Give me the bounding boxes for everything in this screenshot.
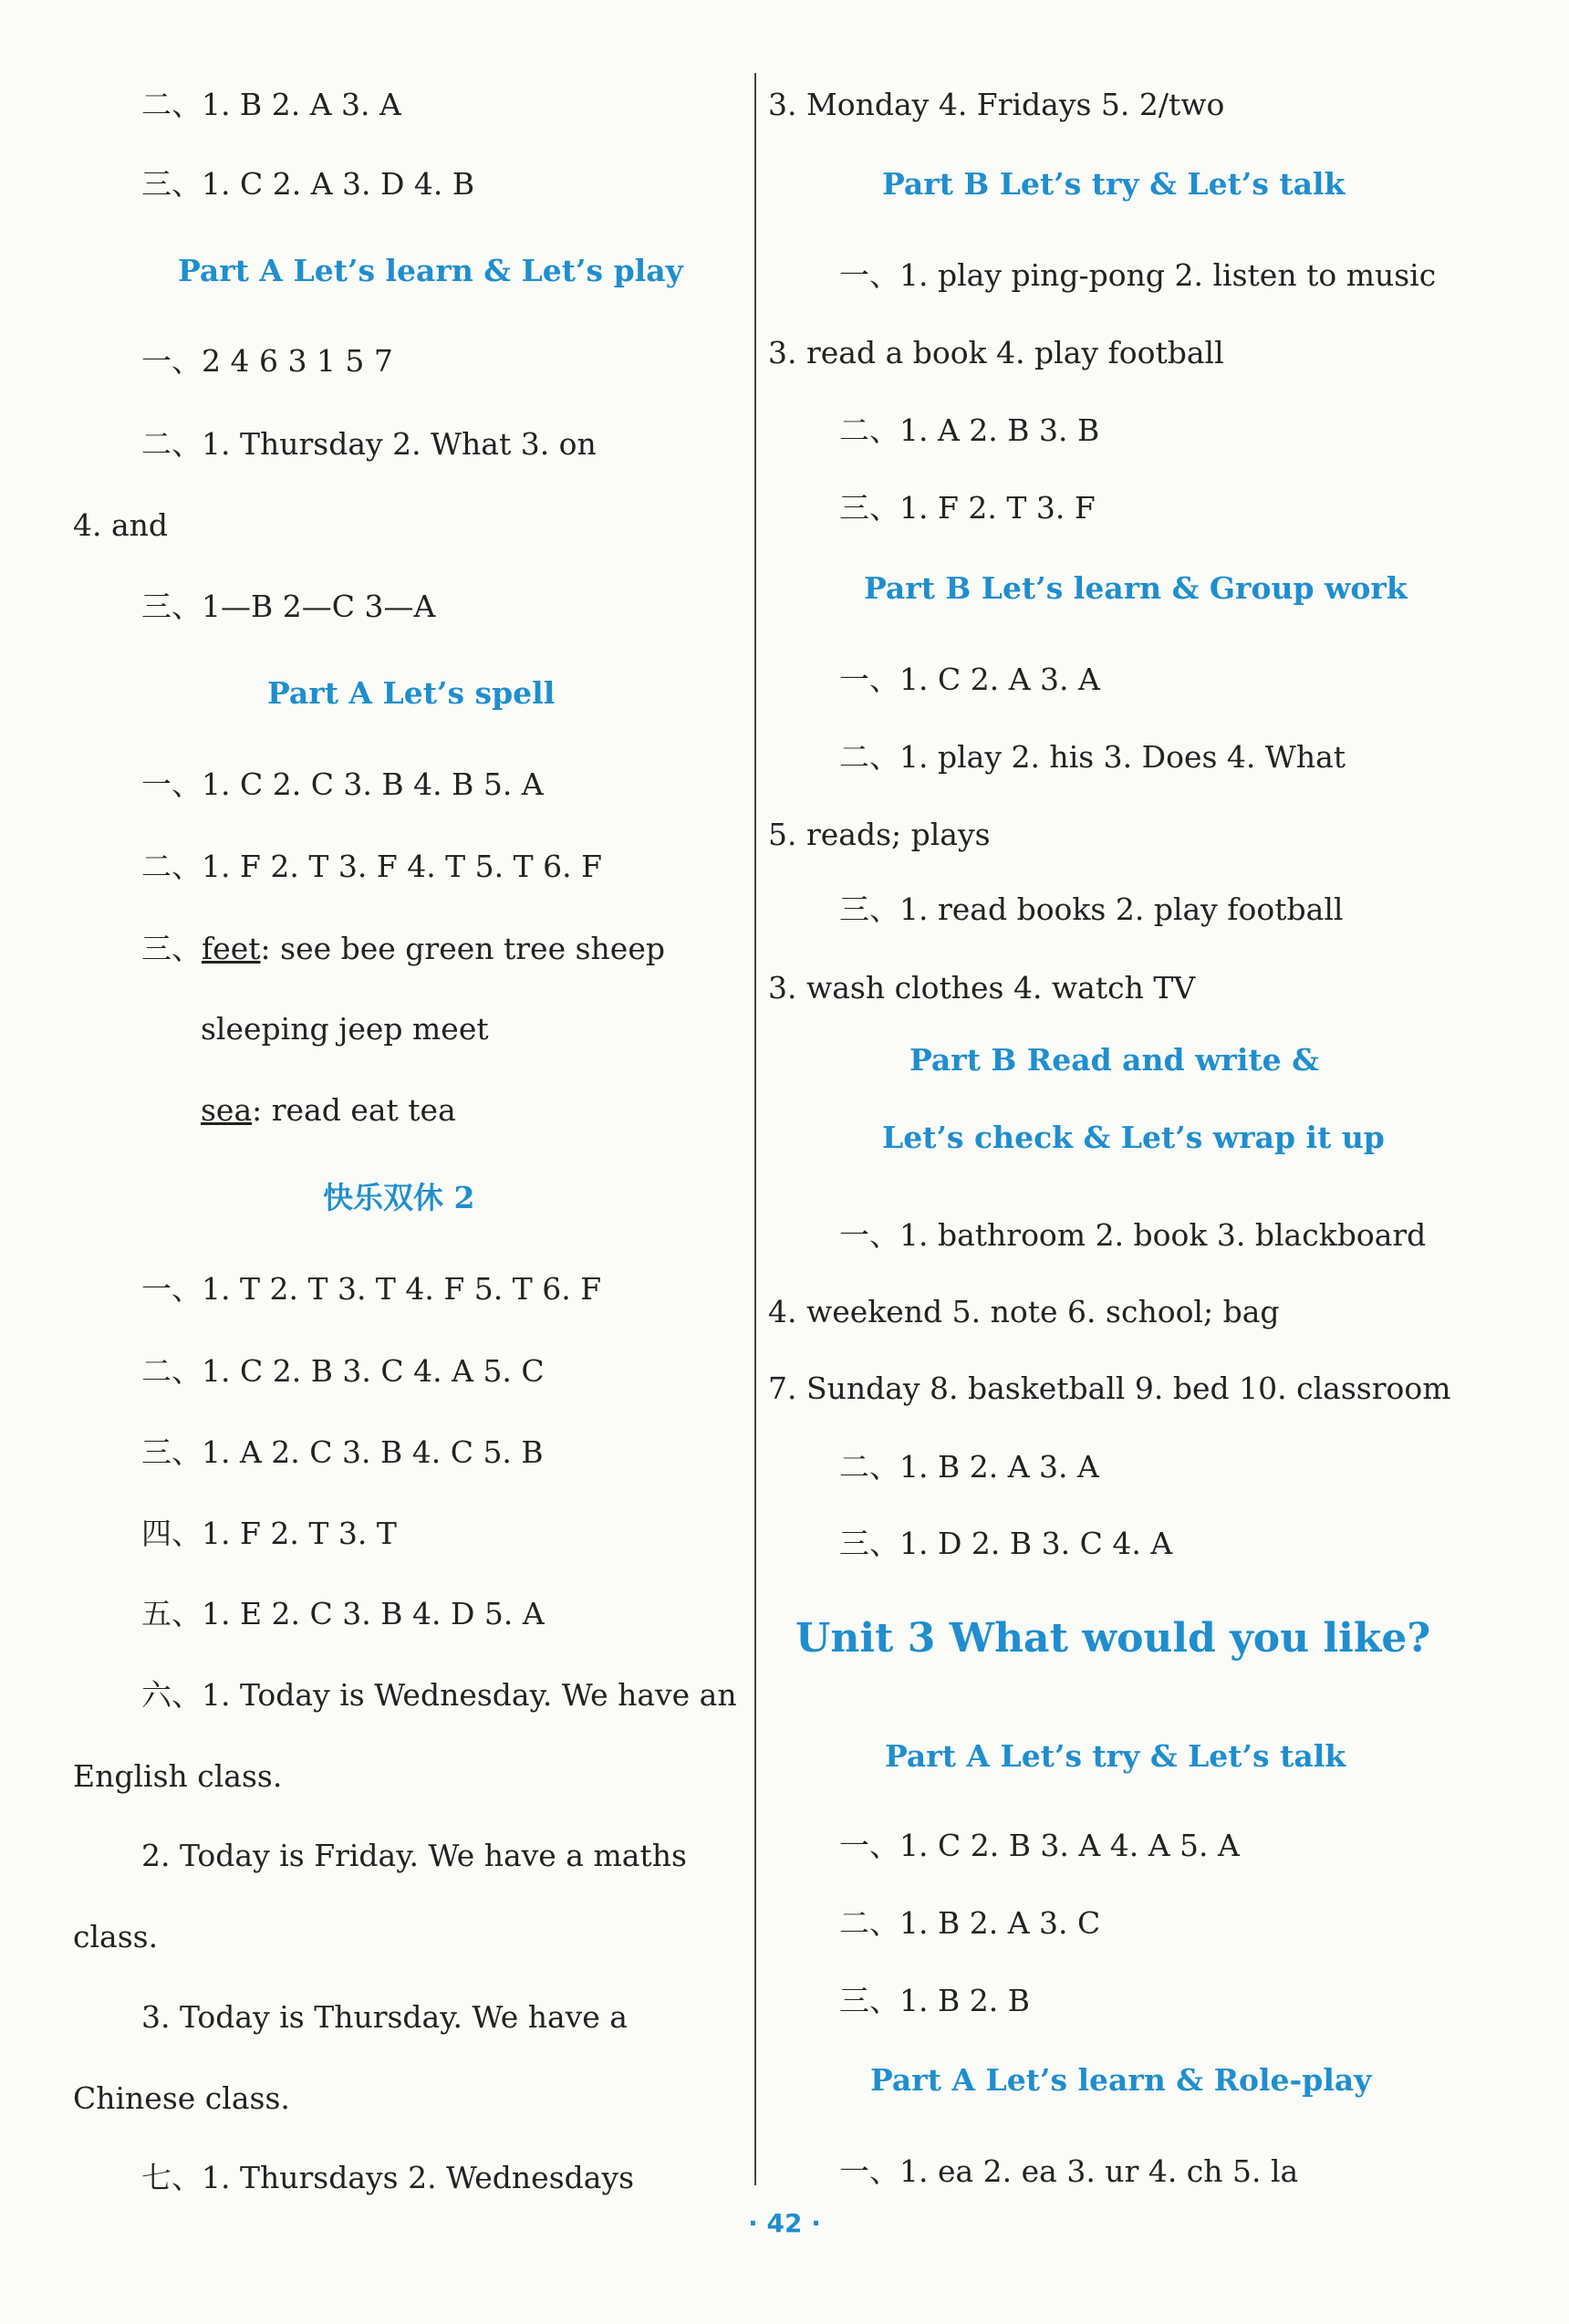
answer-line: English class. bbox=[73, 1758, 283, 1794]
section-heading: Let’s check & Let’s wrap it up bbox=[882, 1120, 1385, 1155]
answer-line: 二、1. B 2. A 3. A bbox=[141, 87, 401, 122]
answer-line: 一、1. play ping-pong 2. listen to music bbox=[839, 257, 1437, 293]
section-heading: 快乐双休 2 bbox=[323, 1180, 475, 1215]
section-heading: Part A Let’s learn & Let’s play bbox=[178, 253, 683, 288]
answer-line: class. bbox=[73, 1919, 159, 1954]
answer-line: 2. Today is Friday. We have a maths bbox=[141, 1838, 687, 1873]
answer-line: 三、1—B 2—C 3—A bbox=[141, 589, 436, 624]
answer-line: 一、1. bathroom 2. book 3. blackboard bbox=[839, 1217, 1427, 1253]
answer-line: 一、1. C 2. B 3. A 4. A 5. A bbox=[839, 1828, 1240, 1863]
answer-line: 4. and bbox=[73, 507, 169, 543]
answer-line bbox=[201, 1092, 456, 1129]
section-heading: Part A Let’s try & Let’s talk bbox=[885, 1738, 1346, 1774]
answer-line: 5. reads; plays bbox=[768, 817, 991, 852]
answer-line: 一、1. T 2. T 3. T 4. F 5. T 6. F bbox=[141, 1271, 602, 1307]
column-divider bbox=[754, 73, 756, 2185]
section-heading: Part B Read and write & bbox=[909, 1042, 1319, 1078]
answer-line: 二、1. A 2. B 3. B bbox=[839, 412, 1100, 448]
answer-line: 三、1. A 2. C 3. B 4. C 5. B bbox=[141, 1434, 544, 1470]
answer-line: 3. wash clothes 4. watch TV bbox=[768, 970, 1196, 1006]
answer-line: 一、1. C 2. A 3. A bbox=[839, 662, 1100, 697]
answer-line: 一、2 4 6 3 1 5 7 bbox=[141, 343, 393, 379]
answer-line: 五、1. E 2. C 3. B 4. D 5. A bbox=[141, 1596, 545, 1631]
answer-line: 四、1. F 2. T 3. T bbox=[141, 1516, 397, 1551]
answer-line: 3. Today is Thursday. We have a bbox=[141, 1999, 628, 2035]
answer-line: 3. read a book 4. play football bbox=[768, 335, 1224, 370]
answer-text: : see bee green tree sheep bbox=[260, 931, 665, 966]
answer-line: 三、1. read books 2. play football bbox=[839, 891, 1344, 927]
answer-line: 六、1. Today is Wednesday. We have an bbox=[141, 1677, 737, 1713]
answer-prefix: 三、 bbox=[141, 931, 202, 966]
answer-line: 二、1. B 2. A 3. C bbox=[839, 1905, 1101, 1941]
answer-line: 二、1. B 2. A 3. A bbox=[839, 1449, 1099, 1485]
answer-line: 二、1. play 2. his 3. Does 4. What bbox=[839, 739, 1346, 775]
answer-line: 一、1. ea 2. ea 3. ur 4. ch 5. la bbox=[839, 2153, 1299, 2189]
page-number: · 42 · bbox=[748, 2208, 821, 2238]
underlined-word: sea bbox=[201, 1092, 253, 1128]
answer-line: 二、1. Thursday 2. What 3. on bbox=[141, 426, 597, 462]
section-heading: Part B Let’s try & Let’s talk bbox=[882, 166, 1346, 202]
answer-line: 3. Monday 4. Fridays 5. 2/two bbox=[768, 87, 1225, 122]
answer-text: : read eat tea bbox=[252, 1092, 456, 1128]
answer-line: 三、1. B 2. B bbox=[839, 1983, 1030, 2018]
answer-line: 二、1. F 2. T 3. F 4. T 5. T 6. F bbox=[141, 849, 603, 884]
section-heading: Part A Let’s learn & Role-play bbox=[870, 2062, 1372, 2098]
answer-line: Chinese class. bbox=[73, 2080, 290, 2116]
answer-line: 二、1. C 2. B 3. C 4. A 5. C bbox=[141, 1353, 545, 1389]
answer-line: 三、1. C 2. A 3. D 4. B bbox=[141, 166, 475, 202]
answer-line: sleeping jeep meet bbox=[201, 1011, 489, 1047]
section-heading: Part B Let’s learn & Group work bbox=[864, 570, 1408, 606]
answer-line: 一、1. C 2. C 3. B 4. B 5. A bbox=[141, 766, 544, 802]
answer-line: 七、1. Thursdays 2. Wednesdays bbox=[141, 2160, 635, 2195]
answer-line: 三、1. F 2. T 3. F bbox=[839, 490, 1096, 526]
section-heading: Part A Let’s spell bbox=[267, 675, 556, 711]
underlined-word: feet bbox=[202, 931, 261, 966]
answer-line: 7. Sunday 8. basketball 9. bed 10. classroom bbox=[768, 1370, 1451, 1406]
unit-title: Unit 3 What would you like? bbox=[795, 1615, 1431, 1662]
answer-line: 4. weekend 5. note 6. school; bag bbox=[768, 1294, 1280, 1329]
answer-line: 三、1. D 2. B 3. C 4. A bbox=[839, 1526, 1173, 1561]
answer-line bbox=[141, 931, 665, 967]
